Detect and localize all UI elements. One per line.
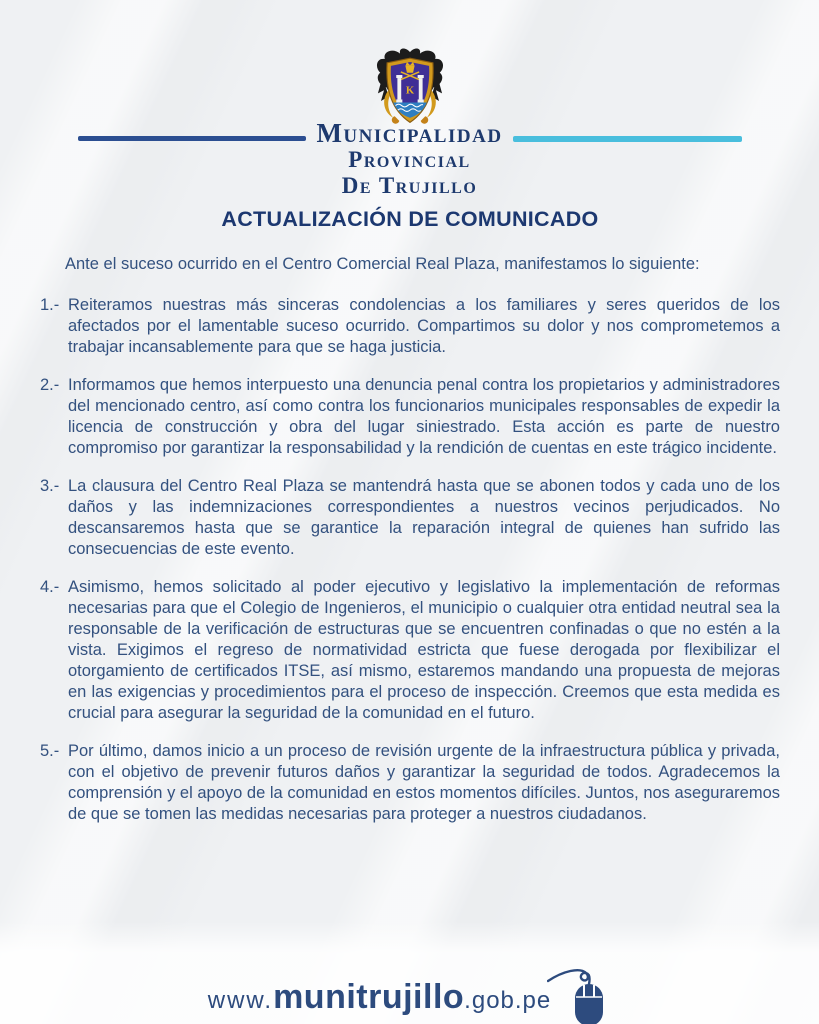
org-name-line2: Provincial — [348, 147, 471, 172]
list-item — [40, 375, 780, 459]
list-item-number: 5.- — [40, 742, 60, 760]
org-name-line1: Municipalidad — [316, 118, 503, 148]
list-item-number: 3.- — [40, 477, 60, 495]
intro-paragraph: Ante el suceso ocurrido en el Centro Comercial Real Plaza, manifestamos lo siguiente: — [65, 255, 700, 273]
list-item — [40, 741, 780, 825]
org-name-line3: De Trujillo — [341, 173, 478, 198]
computer-mouse-icon — [547, 966, 611, 1024]
org-name — [0, 119, 819, 199]
list-item-text: Informamos que hemos interpuesto una denuncia penal contra los propietarios y administradores del mencionado centro, así como contra los funcionarios municipales responsables de expedir la licencia de construcción y obra del lugar siniestrado. Esta acción es parte de nuestro compromiso por garantizar la responsabilidad y la rendición de cuentas en este trágico incidente. — [68, 376, 780, 457]
list-item-text: Asimismo, hemos solicitado al poder ejecutivo y legislativo la implementación de reformas necesarias para que el Colegio de Ingenieros, el municipio o cualquier otra entidad neutral sea la responsable de la verificación de estructuras que se encuentren confinadas o que no estén a la vista. Exigimos el regreso de normatividad estricta que fuese derogada por flexibilizar el otorgamiento de certificados ITSE, así mismo, estaremos mandando una propuesta de mejoras en las exigencias y procedimientos para el proceso de inspección. Creemos que esta medida es crucial para asegurar la seguridad de la comunidad en el futuro. — [68, 578, 780, 722]
list-item-number: 2.- — [40, 376, 60, 394]
svg-text:K: K — [405, 84, 414, 97]
url-prefix: www. — [207, 987, 274, 1014]
communique-body — [40, 207, 780, 842]
list-item — [40, 577, 780, 724]
list-item-text: Por último, damos inicio a un proceso de revisión urgente de la infraestructura pública y privada, con el objetivo de prevenir futuros daños y garantizar la seguridad de todos. Agradecemos la comprensión y el apoyo de la comunidad en estos momentos difíciles. Juntos, nos aseguraremos de que se tomen las medidas necesarias para proteger a nuestros ciudadanos. — [68, 742, 780, 823]
page-title: ACTUALIZACIÓN DE COMUNICADO — [221, 207, 599, 231]
url-domain: munitrujillo — [273, 978, 465, 1016]
list-item — [40, 295, 780, 358]
list-item-text: Reiteramos nuestras más sinceras condolencias a los familiares y seres queridos de los afectados por el lamentable suceso ocurrido. Compartimos su dolor y nos comprometemos a trabajar incansablemente para que se haga justicia. — [68, 296, 780, 356]
url-suffix: .gob.pe — [464, 987, 552, 1014]
list-item-text: La clausura del Centro Real Plaza se mantendrá hasta que se abonen todos y cada uno de los daños y las indemnizaciones correspondientes a nuestros vecinos perjudicados. No descansaremos hasta que se garantice la reparación integral de quienes han sufrido las consecuencias de este evento. — [68, 477, 780, 558]
list-item-number: 4.- — [40, 578, 60, 596]
website-footer — [0, 946, 819, 1017]
list-item — [40, 476, 780, 560]
list-item-number: 1.- — [40, 296, 60, 314]
